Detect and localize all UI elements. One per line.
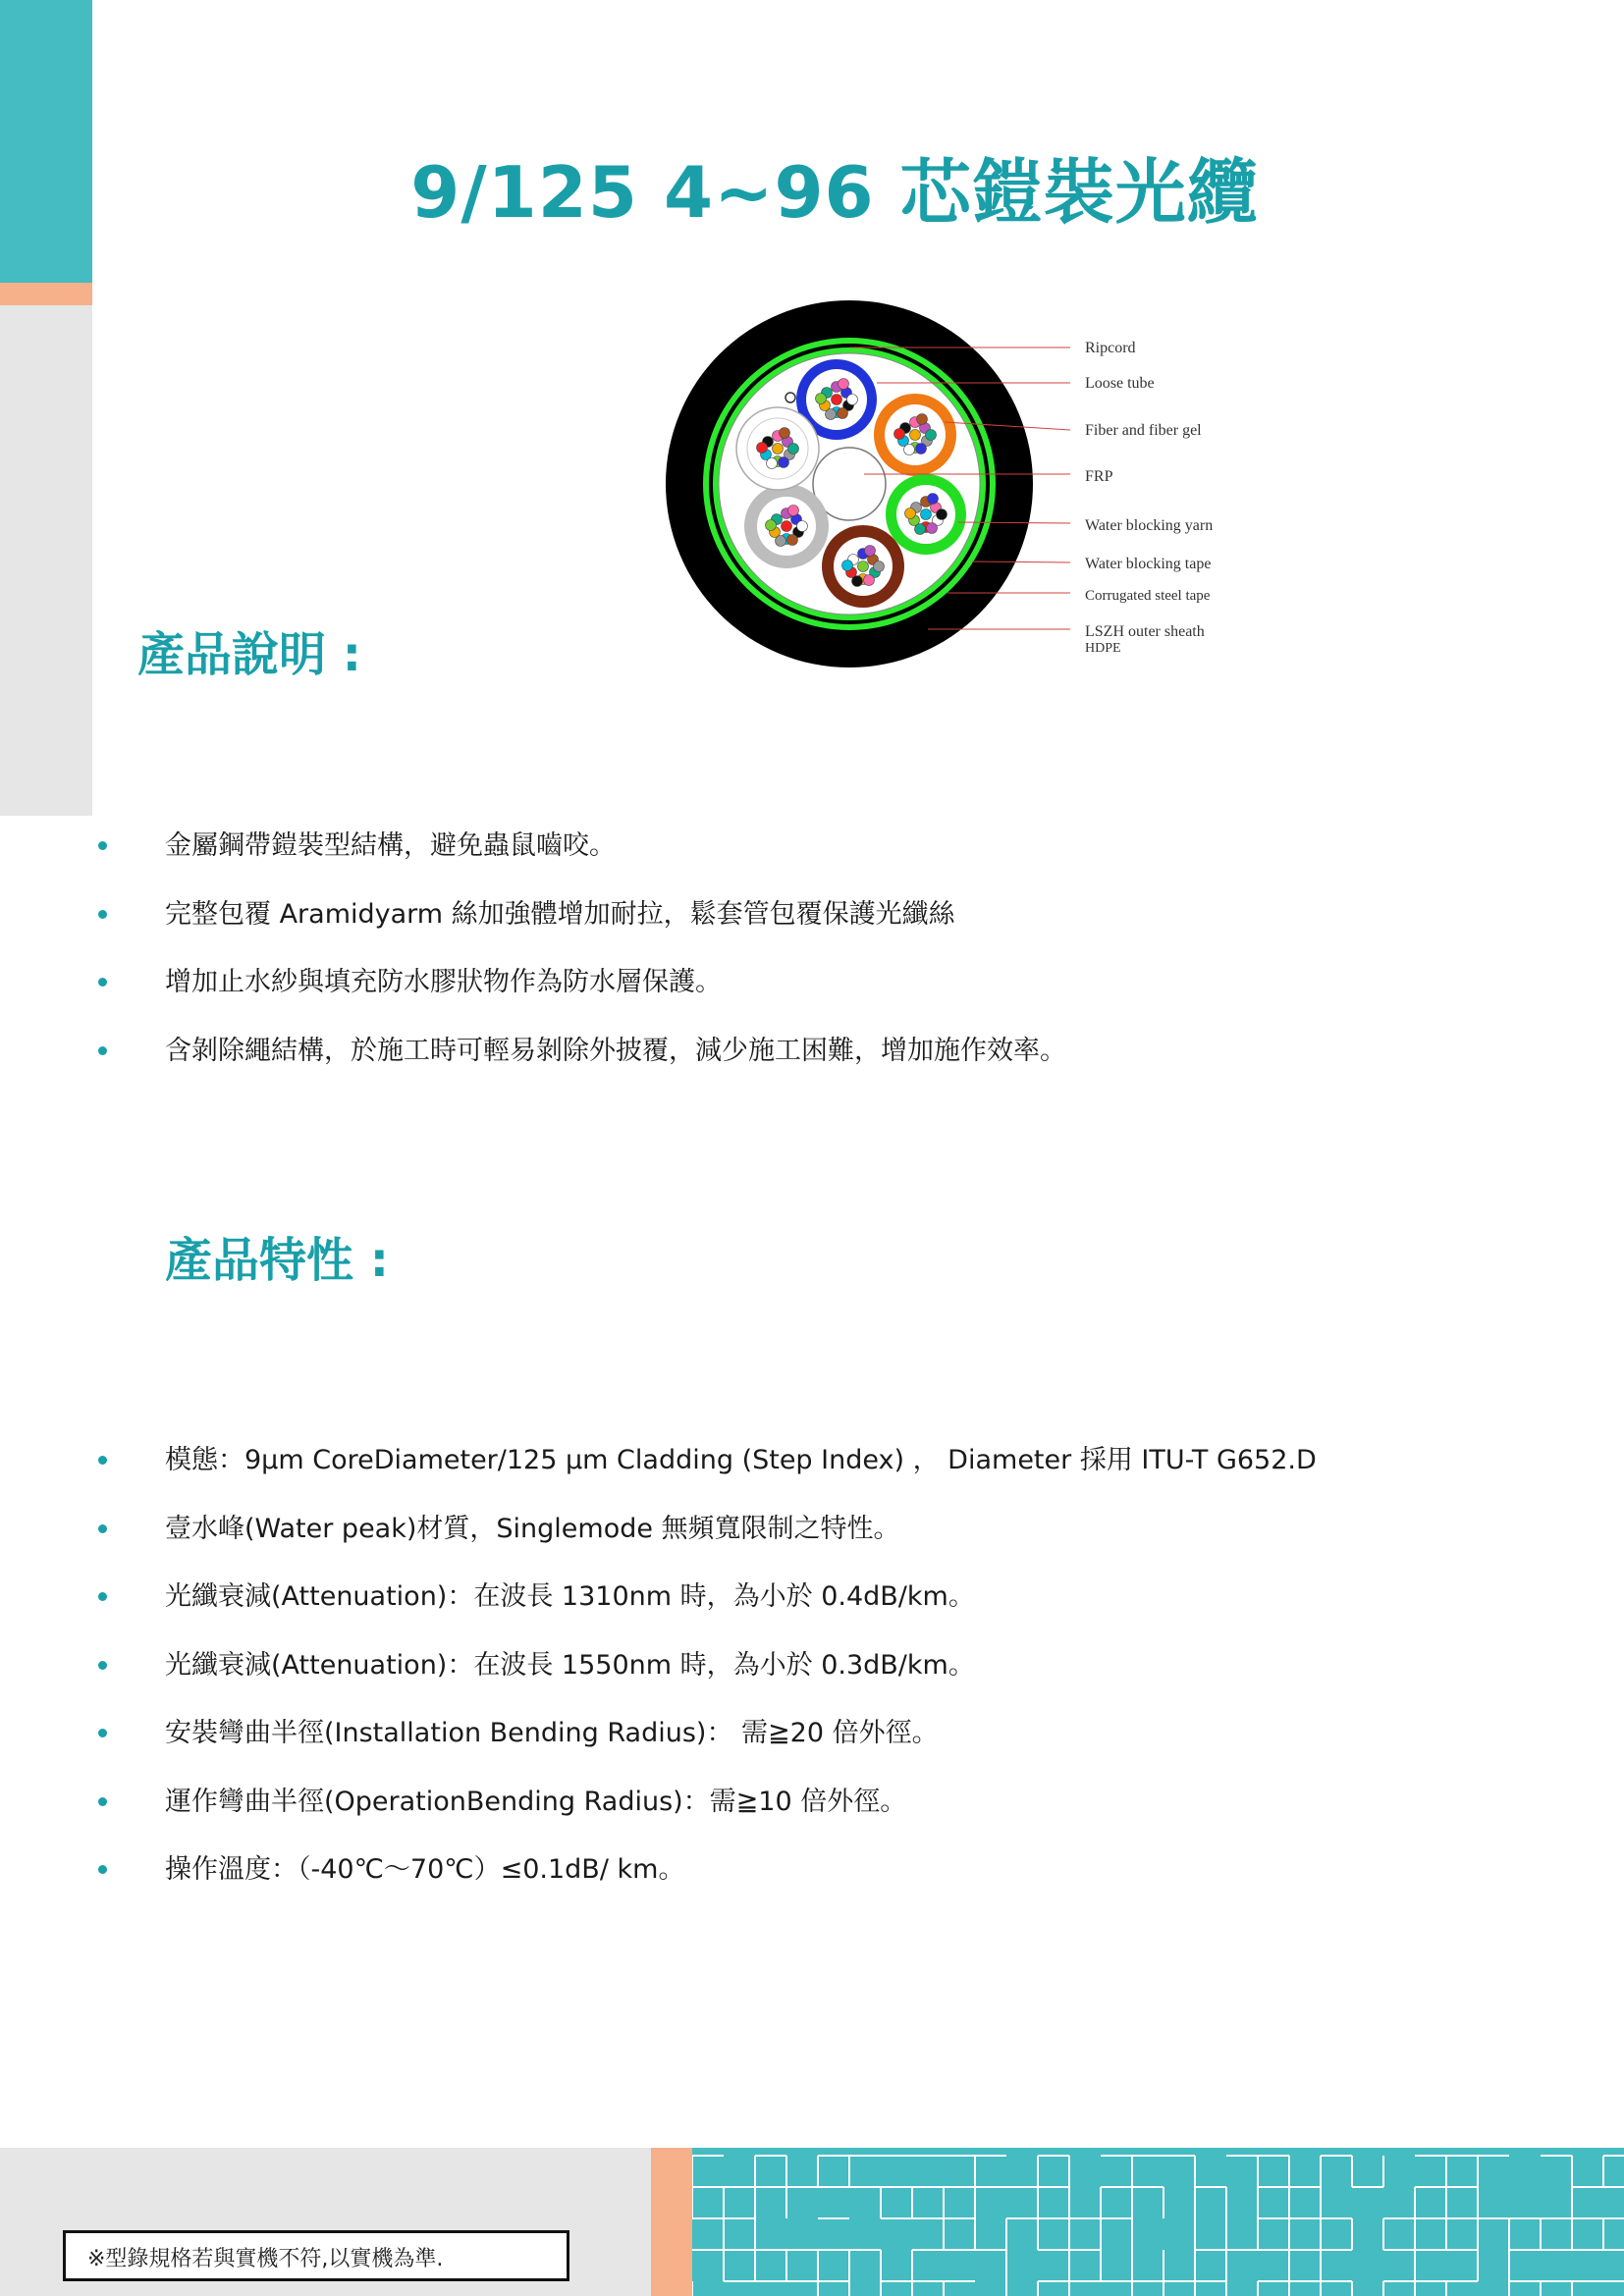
cable-drawing (666, 300, 1070, 667)
disclaimer-note: ※型錄規格若與實機不符,以實機為準. (87, 2247, 444, 2271)
list-item: 光纖衰減(Attenuation)：在波長 1550nm 時，為小於 0.3dB/km。 (165, 1649, 1317, 1682)
label-water-blocking-tape: Water blocking tape (1085, 556, 1212, 572)
list-item: 完整包覆 Aramidyarm 絲加強體增加耐拉，鬆套管包覆保護光纖絲 (165, 898, 1066, 932)
list-item: 光纖衰減(Attenuation)：在波長 1310nm 時，為小於 0.4dB/km。 (165, 1580, 1317, 1614)
label-hdpe: HDPE (1085, 641, 1121, 656)
diagram-labels (1085, 340, 1213, 656)
label-ripcord: Ripcord (1085, 340, 1136, 356)
bullet-icon (98, 1729, 107, 1737)
bullet-icon (98, 1592, 107, 1601)
bullet-icon (98, 841, 107, 850)
list-item: 模態：9μm CoreDiameter/125 μm Cladding (Step Index) ， Diameter 採用 ITU-T G652.D (165, 1444, 1317, 1477)
side-peach-band (0, 283, 92, 305)
description-list (165, 829, 1066, 1102)
page-title: 9/125 4~96 芯鎧裝光纜 (410, 151, 1259, 234)
list-item: 運作彎曲半徑(OperationBending Radius)：需≧10 倍外徑。 (165, 1786, 1317, 1819)
bullet-icon (98, 1661, 107, 1670)
label-water-blocking-yarn: Water blocking yarn (1085, 517, 1214, 534)
footer-grid-pattern (692, 2148, 1624, 2296)
bullet-icon (98, 1046, 107, 1055)
features-heading: 產品特性 : (165, 1233, 389, 1288)
label-lszh-outer-sheath: LSZH outer sheath (1085, 623, 1205, 640)
list-item: 操作溫度：（-40℃～70℃）≤0.1dB/ km。 (165, 1853, 1317, 1887)
bullet-icon (98, 1524, 107, 1533)
list-item: 壹水峰(Water peak)材質，Singlemode 無頻寬限制之特性。 (165, 1513, 1317, 1546)
features-list (165, 1444, 1317, 1922)
label-loose-tube: Loose tube (1085, 375, 1155, 392)
bullet-icon (98, 978, 107, 987)
side-gray-band (0, 305, 92, 816)
list-item: 金屬鋼帶鎧裝型結構，避免蟲鼠嚙咬。 (165, 829, 1066, 863)
bullet-icon (98, 1865, 107, 1874)
grid-pattern-svg (692, 2148, 1624, 2296)
bullet-icon (98, 1456, 107, 1465)
label-frp: FRP (1085, 468, 1113, 485)
list-item: 增加止水紗與填充防水膠狀物作為防水層保護。 (165, 966, 1066, 999)
list-item: 安裝彎曲半徑(Installation Bending Radius)： 需≧20 倍外徑。 (165, 1717, 1317, 1750)
footer-peach-band (651, 2148, 692, 2296)
disclaimer-box (63, 2230, 569, 2281)
cable-cross-section-diagram (663, 294, 1272, 677)
label-corrugated-steel-tape: Corrugated steel tape (1085, 588, 1211, 604)
bullet-icon (98, 910, 107, 919)
bullet-icon (98, 1797, 107, 1806)
list-item: 含剝除繩結構，於施工時可輕易剝除外披覆，減少施工困難，增加施作效率。 (165, 1035, 1066, 1068)
label-fiber-gel: Fiber and fiber gel (1085, 422, 1202, 439)
description-heading: 產品說明 : (137, 627, 361, 682)
